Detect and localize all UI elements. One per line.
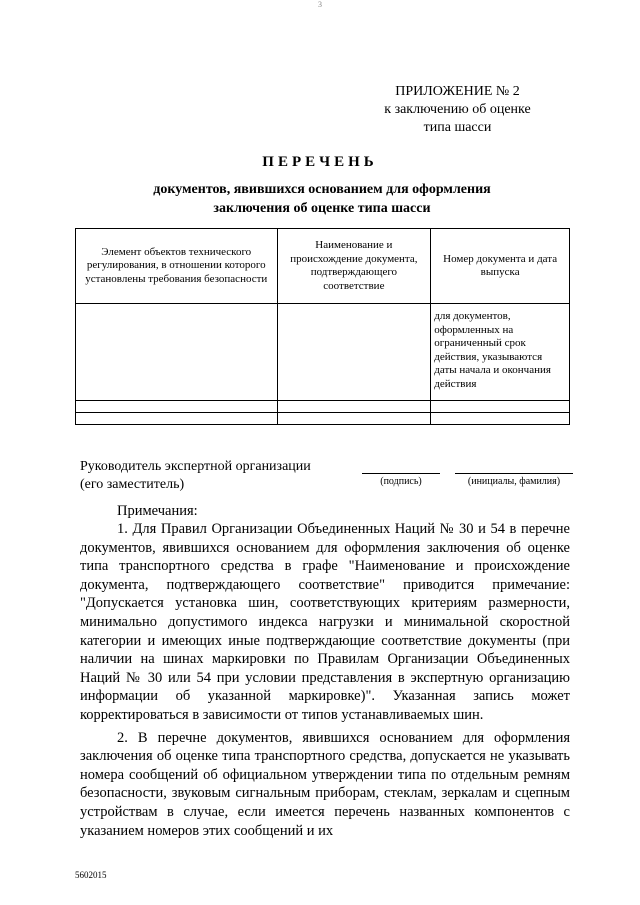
note-paragraph-1: 1. Для Правил Организации Объединенных Наций № 30 и 54 в перечне документов, явившихся основанием для оформления заключения об оценке типа транспортного средства в графе "Наименование и происхождение документа, подтверждающего соответствие" приводится примечание: "Допускается установка шин, соответствующих критериям размерности, минимально допустимого индекса нагрузки и минимальной скоростной категории и имеющих иные подтверждающие соответствие документы (при наличии на шинах маркировки по Правилам Организации Объединенных Наций № 30 или 54 при условии представления в экспертную организацию информации об указанной маркировке)". Указанная запись может корректироваться в зависимости от типов устанавливаемых шин. [80,521,570,723]
table-header-row [76,229,570,304]
document-title: ПЕРЕЧЕНЬ [262,154,378,170]
name-line [455,473,573,474]
name-caption: (инициалы, фамилия) [467,476,561,487]
table-cell [277,401,431,413]
table-cell [431,401,570,413]
table-row-empty [76,413,570,425]
table-cell [431,413,570,425]
signature-role: Руководитель экспертной организации [80,459,311,474]
appendix-block [370,83,545,137]
page-number: 3 [318,0,322,9]
subtitle-line1: документов, явившихся основанием для оформления [153,182,491,197]
table-cell [277,413,431,425]
table-row [76,304,570,401]
signature-line [362,473,440,474]
table-cell-note: для документов, оформленных на ограниченный срок действия, указываются даты начала и окончания действия [431,304,570,401]
signature-caption: (подпись) [380,476,422,487]
subtitle-line2: заключения об оценке типа шасси [213,201,431,216]
signature-role-deputy: (его заместитель) [80,477,185,492]
appendix-title: ПРИЛОЖЕНИЕ № 2 [395,84,520,99]
notes-body [80,520,570,844]
documents-table [75,228,570,425]
footer-code: 5602015 [75,870,107,880]
document-subtitle [100,180,544,218]
header-document-column: Наименование и происхождение документа, подтверждающего соответствие [277,229,431,304]
table-cell [76,401,278,413]
note-paragraph-2: 2. В перечне документов, явившихся основанием для оформления заключения об оценке типа транспортного средства, допускается не указывать номера сообщений об официальном утверждении типа по отдельным ремням безопасности, звуковым сигнальным приборам, стеклам, зеркалам и сцепным устройствам в случае, если имеется перечень названных компонентов с указанием номеров этих сообщений и их [80,729,570,839]
table-cell [76,304,278,401]
table-row-empty [76,401,570,413]
notes-heading: Примечания: [117,503,198,519]
table-cell [76,413,278,425]
appendix-subtitle-line1: к заключению об оценке [384,102,531,117]
header-element-column: Элемент объектов технического регулирования, в отношении которого установлены требования безопасности [76,229,278,304]
table-cell [277,304,431,401]
header-number-date-column: Номер документа и дата выпуска [431,229,570,304]
appendix-subtitle-line2: типа шасси [423,120,492,135]
